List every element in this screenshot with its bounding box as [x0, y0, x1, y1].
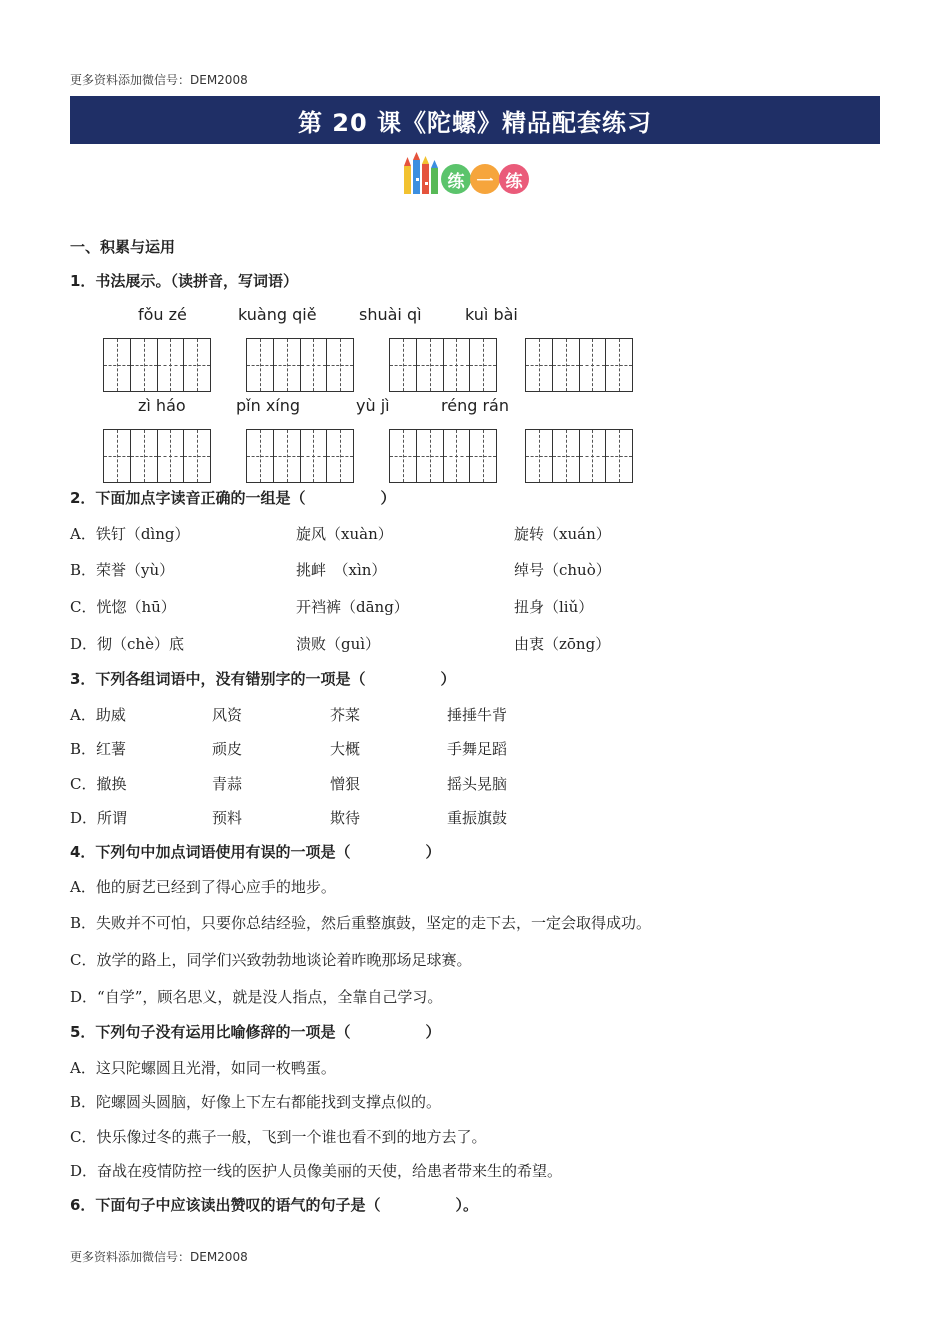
pinyin-label: kuì bài: [465, 305, 518, 324]
page-title: 第 20 课《陀螺》精品配套练习: [70, 96, 880, 144]
q3-word: 摇头晃脑: [447, 775, 508, 793]
writing-grid[interactable]: [389, 429, 497, 483]
q3-word: 预料: [212, 809, 243, 827]
writing-grid[interactable]: [389, 338, 497, 392]
q2-option: B．荣誉（yù）: [70, 561, 175, 579]
pinyin-label: fǒu zé: [138, 305, 187, 324]
q2-option: A．铁钉（dìng）: [70, 525, 190, 543]
q2-option: C．恍惚（hū）: [70, 598, 176, 616]
q5-option: B．陀螺圆头圆脑，好像上下左右都能找到支撑点似的。: [70, 1093, 442, 1111]
q2-option: 绰号（chuò）: [514, 561, 611, 579]
pinyin-label: pǐn xíng: [236, 396, 301, 415]
pinyin-label: réng rán: [441, 396, 509, 415]
writing-grid[interactable]: [246, 338, 354, 392]
q2-option: 由衷（zōng）: [514, 635, 611, 653]
q2-option: D．彻（chè）底: [70, 635, 184, 653]
q3-word: 重振旗鼓: [447, 809, 508, 827]
logo-bubble-3: 练: [499, 164, 529, 194]
q3-word: 青蒜: [212, 775, 243, 793]
q3-word: 捶捶牛背: [447, 706, 508, 724]
footer-note: 更多资料添加微信号：DEM2008: [70, 1250, 248, 1264]
q5-option: D．奋战在疫情防控一线的医护人员像美丽的天使，给患者带来生的希望。: [70, 1162, 563, 1180]
writing-grid[interactable]: [525, 338, 633, 392]
q5-stem: 5．下列句子没有运用比喻修辞的一项是（ ）: [70, 1023, 441, 1041]
q3-word: 风资: [212, 706, 243, 724]
q2-option: 溃败（guì）: [296, 635, 381, 653]
header-note: 更多资料添加微信号：DEM2008: [70, 73, 248, 87]
q3-word: 憎狠: [330, 775, 361, 793]
q3-word: 大概: [330, 740, 361, 758]
practice-logo: [400, 152, 535, 198]
writing-grid[interactable]: [525, 429, 633, 483]
q4-option: B．失败并不可怕，只要你总结经验，然后重整旗鼓，坚定的走下去，一定会取得成功。: [70, 914, 652, 932]
pinyin-label: zì háo: [138, 396, 186, 415]
pinyin-label: yù jì: [356, 396, 390, 415]
logo-bubble-1: 练: [441, 164, 471, 194]
q3-word: B．红薯: [70, 740, 127, 758]
q5-option: A．这只陀螺圆且光滑，如同一枚鸭蛋。: [70, 1059, 336, 1077]
pinyin-label: shuài qì: [359, 305, 422, 324]
q3-stem: 3．下列各组词语中，没有错别字的一项是（ ）: [70, 670, 456, 688]
q3-word: 顽皮: [212, 740, 243, 758]
q3-word: 手舞足蹈: [447, 740, 508, 758]
q3-word: C．撤换: [70, 775, 127, 793]
q4-option: C．放学的路上，同学们兴致勃勃地谈论着昨晚那场足球赛。: [70, 951, 472, 969]
writing-grid[interactable]: [103, 338, 211, 392]
q3-word: 欺待: [330, 809, 361, 827]
q2-option: 旋转（xuán）: [514, 525, 611, 543]
q3-word: A．助威: [70, 706, 126, 724]
pinyin-label: kuàng qiě: [238, 305, 317, 324]
q2-option: 扭身（liǔ）: [514, 598, 594, 616]
q4-stem: 4．下列句中加点词语使用有误的一项是（ ）: [70, 843, 441, 861]
q1-stem: 1．书法展示。（读拼音，写词语）: [70, 272, 298, 290]
logo-bubble-2: 一: [470, 164, 500, 194]
q5-option: C．快乐像过冬的燕子一般，飞到一个谁也看不到的地方去了。: [70, 1128, 487, 1146]
q2-stem: 2．下面加点字读音正确的一组是（ ）: [70, 489, 396, 507]
q4-option: A．他的厨艺已经到了得心应手的地步。: [70, 878, 336, 896]
writing-grid[interactable]: [103, 429, 211, 483]
section-heading: 一、积累与运用: [70, 238, 176, 256]
writing-grid[interactable]: [246, 429, 354, 483]
q6-stem: 6．下面句子中应该读出赞叹的语气的句子是（ ）。: [70, 1196, 478, 1214]
q3-word: D．所谓: [70, 809, 128, 827]
q2-option: 挑衅 （xìn）: [296, 561, 387, 579]
q2-option: 旋风（xuàn）: [296, 525, 393, 543]
q2-option: 开裆裤（dāng）: [296, 598, 409, 616]
q3-word: 芥菜: [330, 706, 361, 724]
q4-option: D．“自学”，顾名思义，就是没人指点，全靠自己学习。: [70, 988, 443, 1006]
